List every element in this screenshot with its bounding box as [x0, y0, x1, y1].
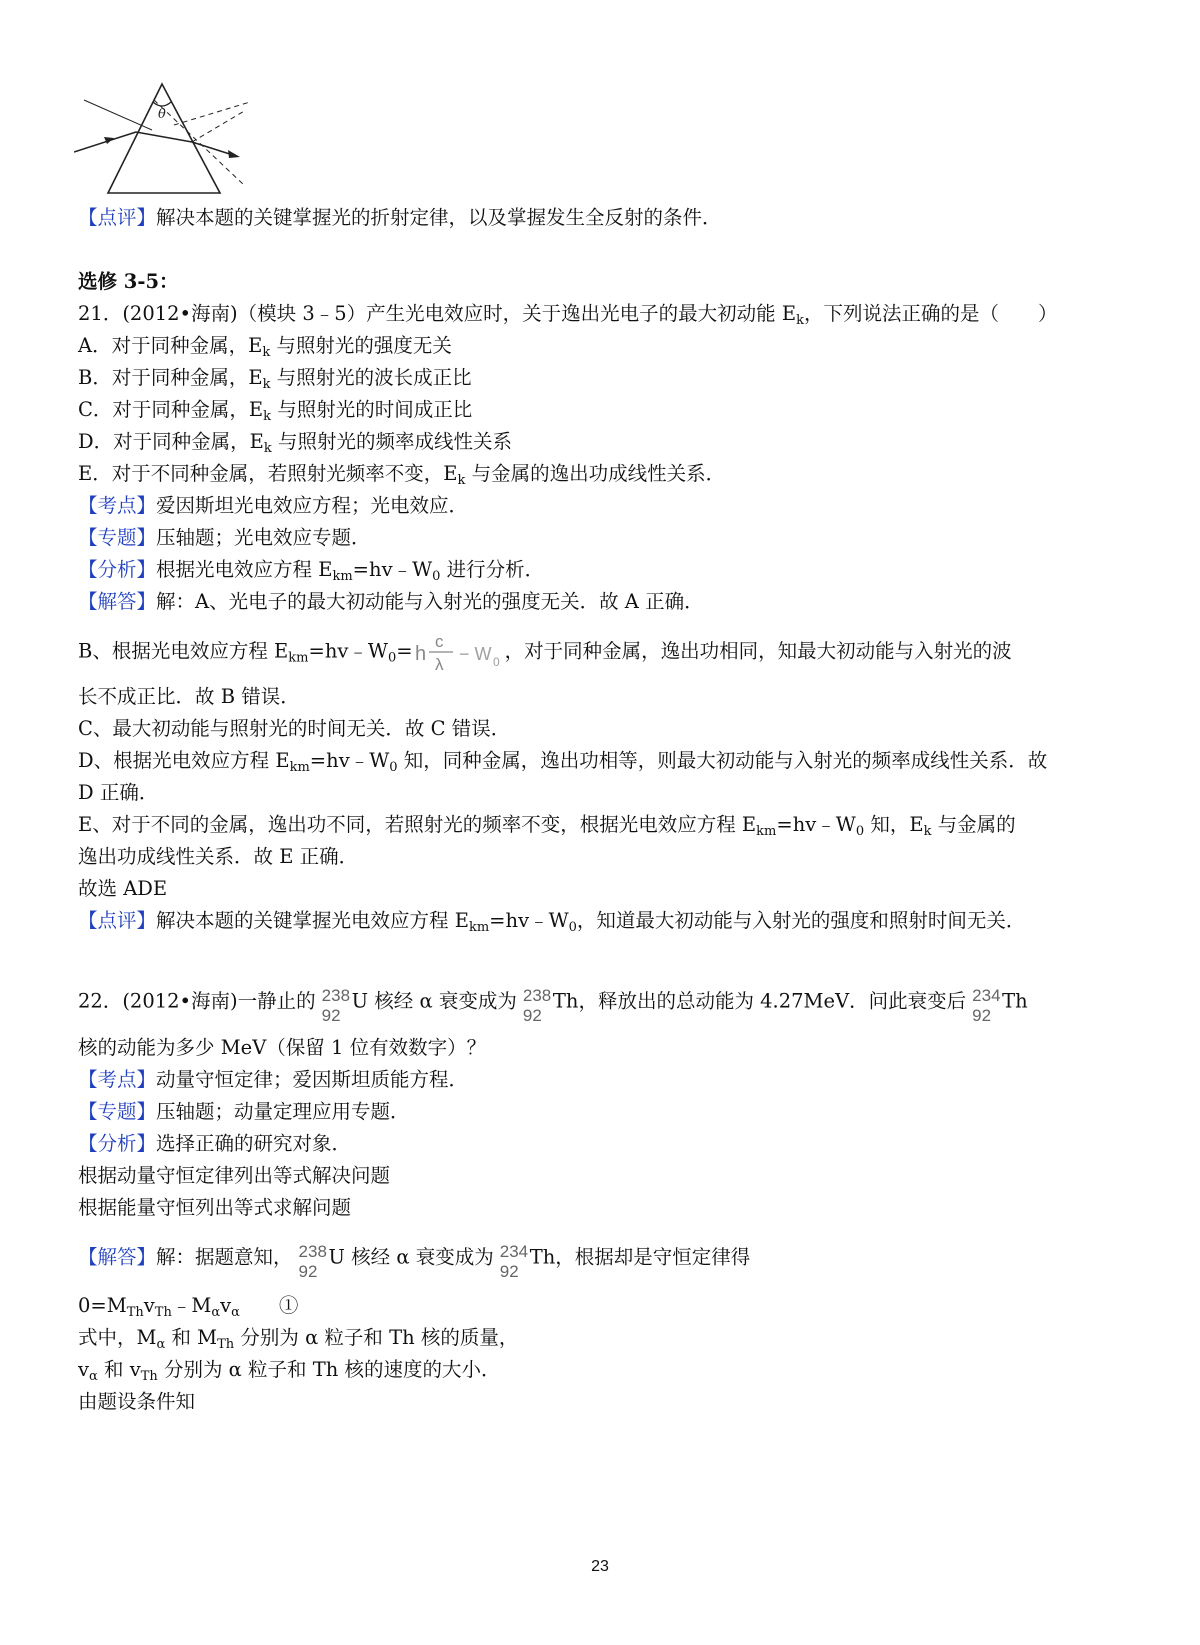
- q22-explain-velocity: $v_\alpha$ 和 $v_{Th}$ 分别为 α 粒子和 Th 核的速度的大小．: [78, 1358, 501, 1384]
- emergent-arrow: [228, 150, 240, 158]
- q21-option-e: E．对于不同种金属，若照射光频率不变，$E_k$ 与金属的逸出功成线性关系．: [78, 462, 726, 488]
- angle-label: θ: [158, 107, 166, 122]
- q22-condition: 由题设条件知: [78, 1390, 196, 1413]
- nuclide-th234-image: 234 92: [972, 986, 1001, 1025]
- svg-text:h: h: [414, 643, 426, 665]
- apex-angle-arc: [153, 102, 171, 106]
- svg-text:− W: − W: [458, 644, 492, 664]
- svg-text:0: 0: [492, 655, 500, 669]
- q21-zhuanti: 【专题】压轴题；光电效应专题．: [78, 526, 371, 549]
- dashed-ray-1: [192, 110, 246, 142]
- q22-zhuanti: 【专题】压轴题；动量定理应用专题．: [78, 1100, 410, 1123]
- nuclide-u238-image: 238 92: [321, 986, 351, 1025]
- comment-tag: 【点评】: [78, 206, 157, 229]
- q22-jieda: 【解答】解：据题意知， 238 92 U 核经 α 衰变成为 234 92 Th，根据却是守恒定律得: [78, 1236, 1122, 1280]
- q22-analysis-line-b: 根据能量守恒列出等式求解问题: [78, 1196, 352, 1219]
- q21-stem: 21．(2012•海南)（模块 3﹣5）产生光电效应时，关于逸出光电子的最大初动能 $E_k$，下列说法正确的是（ ）: [78, 302, 1058, 328]
- incident-arrow: [104, 137, 114, 144]
- q21-choice: 故选 ADE: [78, 877, 168, 900]
- q21-solution-d: D、根据光电效应方程 $E_{km}=hv﹣W_0$ 知，同种金属，逸出功相等，则最大初动能与入射光的频率成线性关系．故: [78, 749, 1048, 775]
- refracted-ray: [136, 132, 192, 142]
- incident-ray: [74, 132, 136, 152]
- q21-option-a: A．对于同种金属，$E_k$ 与照射光的强度无关: [78, 334, 452, 360]
- formula-image-h-c-over-lambda: [413, 630, 505, 674]
- q21-solution-c: C、最大初动能与照射光的时间无关．故 C 错误．: [78, 717, 511, 740]
- q21-solution-e: E、对于不同的金属，逸出功不同，若照射光的频率不变，根据光电效应方程 $E_{km}=hv﹣W_0$ 知，$E_k$ 与金属的: [78, 813, 1016, 839]
- q21-option-b: B．对于同种金属，$E_k$ 与照射光的波长成正比: [78, 366, 472, 392]
- page-number: 23: [591, 1558, 609, 1575]
- prism-outline: [108, 84, 220, 193]
- q21-kaodian: 【考点】爱因斯坦光电效应方程；光电效应．: [78, 494, 469, 517]
- svg-text:c: c: [434, 632, 444, 651]
- q22-explain-mass: 式中，$M_\alpha$ 和 $M_{Th}$ 分别为 α 粒子和 Th 核的质量，: [78, 1326, 519, 1352]
- q22-kaodian: 【考点】动量守恒定律；爱因斯坦质能方程．: [78, 1068, 469, 1091]
- q21-option-c: C．对于同种金属，$E_k$ 与照射光的时间成正比: [78, 398, 473, 424]
- svg-text:λ: λ: [434, 655, 444, 674]
- q21-solution-d2: D 正确．: [78, 781, 159, 804]
- q21-solution-e2: 逸出功成线性关系．故 E 正确．: [78, 845, 359, 868]
- normal-line: [84, 100, 152, 130]
- q21-option-d: D．对于同种金属，$E_k$ 与照射光的频率成线性关系: [78, 430, 512, 456]
- comment-text: 解决本题的关键掌握光的折射定律，以及掌握发生全反射的条件．: [156, 206, 722, 229]
- dashed-normal: [154, 100, 244, 185]
- section-heading: 选修 3-5：: [78, 270, 179, 293]
- nuclide-th234-image-2: 234 92: [499, 1242, 529, 1281]
- prism-figure: [74, 80, 254, 200]
- q21-fenxi: 【分析】根据光电效应方程 $E_{km}=hv﹣W_0$ 进行分析．: [78, 558, 545, 584]
- q21-solution-b2: 长不成正比．故 B 错误．: [78, 685, 300, 708]
- q22-fenxi: 【分析】选择正确的研究对象．: [78, 1132, 352, 1155]
- q22-equation-1: $0=M_{Th}v_{Th}﹣M_\alpha v_\alpha$ ①: [78, 1294, 299, 1320]
- nuclide-u238-image-2: 238 92: [298, 1242, 327, 1281]
- q22-stem: 22．(2012•海南)一静止的 238 92 U 核经 α 衰变成为 238 92 Th，释放出的总动能为 4.27MeV．问此衰变后 234 92 Th: [78, 980, 1122, 1024]
- nuclide-th-image-1: 238 92: [522, 986, 552, 1025]
- q22-analysis-line-a: 根据动量守恒定律列出等式解决问题: [78, 1164, 391, 1187]
- q22-stem-2: 核的动能为多少 MeV（保留 1 位有效数字）？: [78, 1036, 487, 1059]
- dashed-ray-2: [174, 102, 250, 125]
- q21-jieda: 【解答】解：A、光电子的最大初动能与入射光的强度无关．故 A 正确．: [78, 590, 704, 613]
- q21-dianping: 【点评】解决本题的关键掌握光电效应方程 $E_{km}=hv﹣W_0$，知道最大初动能与入射光的强度和照射时间无关．: [78, 909, 1026, 935]
- comment-1: [78, 204, 1122, 232]
- q21-solution-b: B、根据光电效应方程 $E_{km}=hv﹣W_0=$ h c λ − W 0 ，对于同种金属，逸出功相同，知最大初动能与入射光的波: [78, 632, 1012, 674]
